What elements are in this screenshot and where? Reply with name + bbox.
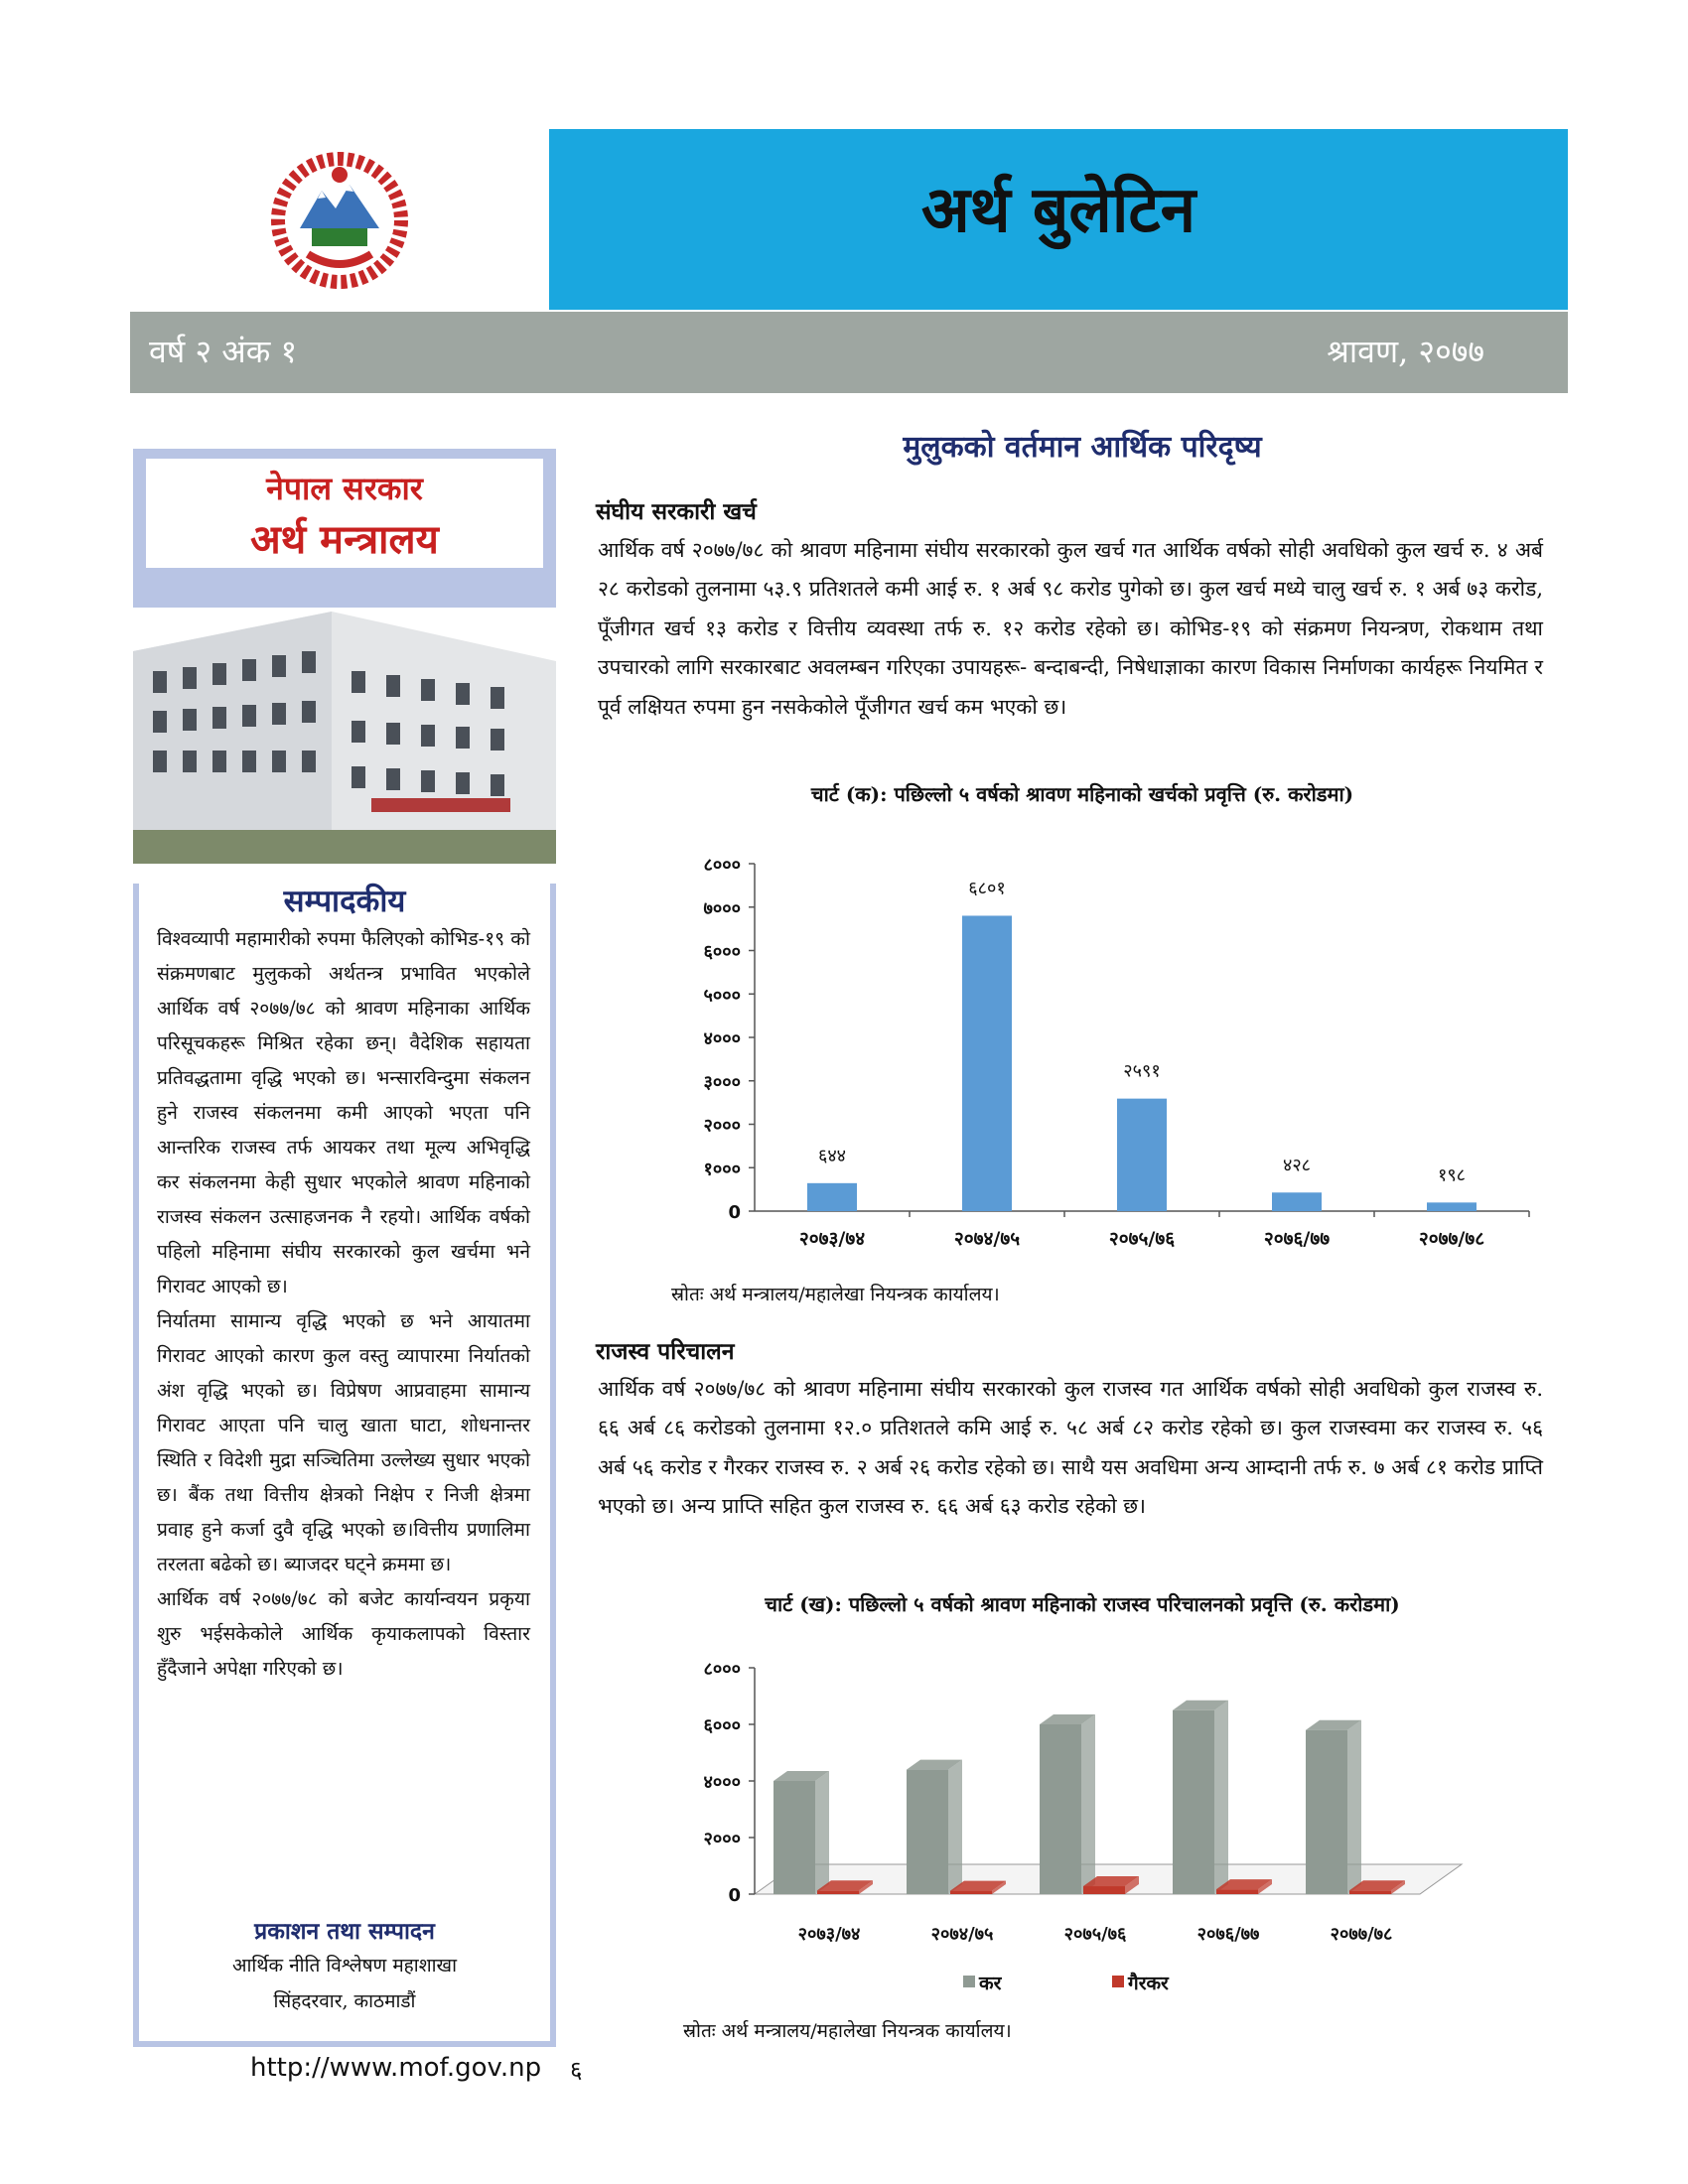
publication-division: आर्थिक नीति विश्लेषण महाशाखा xyxy=(232,1955,457,1977)
chart2-source: स्रोतः अर्थ मन्त्रालय/महालेखा नियन्त्रक कार्यालय। xyxy=(683,2020,1012,2042)
y-tick-label: ५००० xyxy=(703,985,741,1007)
y-tick-label: ७००० xyxy=(703,897,741,919)
bar-value-label: ६४४ xyxy=(817,1145,847,1166)
editorial-paragraph: विश्वव्यापी महामारीको रुपमा फैलिएको कोभिड-१९ को संक्रमणबाट मुलुकको अर्थतन्त्र प्रभावित भएकोले आर्थिक वर्ष २०७७/७८ को श्रावण महिनाका आर्थिक परिसूचकहरू मिश्रित रहेका छन्। वैदेशिक सहायता प्रतिवद्धतामा वृद्धि भएको छ। भन्सारविन्दुमा संकलन हुने राजस्व संकलनमा कमी आएको भएता पनि आन्तरिक राजस्व तर्फ आयकर तथा मूल्य अभिवृद्धि कर संकलनमा केही सुधार भएकोले श्रावण महिनाको राजस्व संकलन उत्साहजनक नै रहयो। आर्थिक वर्षको पहिलो महिनामा संघीय सरकारको कुल खर्चमा भने गिरावट आएको छ। xyxy=(157,927,530,1297)
x-tick-label: २०७५/७६ xyxy=(1108,1228,1176,1250)
publication-address: सिंहदरवार, काठमाडौं xyxy=(273,1990,416,2012)
legend-swatch xyxy=(963,1976,975,1987)
bar-tax xyxy=(1173,1710,1214,1894)
editorial-paragraph: निर्यातमा सामान्य वृद्धि भएको छ भने आयातमा गिरावट आएको कारण कुल वस्तु व्यापारमा निर्यातको अंश वृद्धि भएको छ। विप्रेषण आप्रवाहमा सामान्य गिरावट आएता पनि चालु खाता घाटा, शोधनान्तर स्थिति र विदेशी मुद्रा सञ्चितिमा उल्लेख्य सुधार भएको छ। बैंक तथा वित्तीय क्षेत्रको निक्षेप र निजी क्षेत्रमा प्रवाह हुने कर्जा दुवै वृद्धि भएको छ।वित्तीय प्रणालिमा तरलता बढेको छ। ब्याजदर घट्ने क्रममा छ। xyxy=(157,1309,530,1575)
subhead-expenditure: संघीय सरकारी खर्च xyxy=(596,498,757,525)
revenue-chart xyxy=(655,1648,1529,2005)
bar-tax-side xyxy=(1214,1701,1228,1894)
government-name: नेपाल सरकार xyxy=(266,470,423,507)
y-tick-label: ३००० xyxy=(703,1071,741,1093)
expenditure-paragraph: आर्थिक वर्ष २०७७/७८ को श्रावण महिनामा संघीय सरकारको कुल खर्च गत आर्थिक वर्षको सोही अवधिको कुल खर्च रु. ४ अर्ब २८ करोडको तुलनामा ५३.९ प्रतिशतले कमी आई रु. १ अर्ब ९८ करोड पुगेको छ। कुल खर्च मध्ये चालु खर्च रु. १ अर्ब ७३ करोड, पूँजीगत खर्च १३ करोड र वित्तीय व्यवस्था तर्फ रु. १२ करोड रहेको छ। कोभिड-१९ को संक्रमण नियन्त्रण, रोकथाम तथा उपचारको लागि सरकारबाट अवलम्बन गरिएका उपायहरू- बन्दाबन्दी, निषेधाज्ञाका कारण विकास निर्माणका कार्यहरू नियमित र पूर्व लक्षियत रुपमा हुन नसकेकोले पूँजीगत खर्च कम भएको छ। xyxy=(598,538,1543,719)
x-tick-label: २०७७/७८ xyxy=(1330,1924,1393,1945)
publication-title: प्रकाशन तथा सम्पादन xyxy=(254,1918,435,1945)
y-tick-label: ६००० xyxy=(703,941,741,963)
legend-label: कर xyxy=(979,1973,1002,1994)
y-tick-label: ६००० xyxy=(703,1715,741,1736)
x-tick-label: २०७४/७५ xyxy=(930,1924,994,1945)
x-tick-label: २०७५/७६ xyxy=(1063,1924,1127,1945)
y-tick-label: २००० xyxy=(703,1115,741,1137)
legend-label: गैरकर xyxy=(1128,1973,1169,1994)
chart1-title: चार्ट (क): पछिल्लो ५ वर्षको श्रावण महिनाको खर्चको प्रवृत्ति (रु. करोडमा) xyxy=(810,782,1354,806)
bar-tax-side xyxy=(948,1760,962,1894)
bar-tax xyxy=(1040,1724,1081,1894)
bar-tax-side xyxy=(1081,1714,1095,1894)
bulletin-title: अर्थ बुलेटिन xyxy=(920,173,1196,247)
x-tick-label: २०७३/७४ xyxy=(798,1228,866,1250)
y-tick-label: ८००० xyxy=(703,855,741,876)
bar-nontax xyxy=(817,1890,859,1894)
ministry-building-photo xyxy=(133,612,556,864)
x-tick-label: २०७६/७७ xyxy=(1196,1924,1260,1945)
bar-tax-side xyxy=(1347,1720,1361,1894)
nepal-emblem xyxy=(260,151,419,290)
bar-tax xyxy=(774,1781,815,1894)
x-tick-label: २०७६/७७ xyxy=(1263,1228,1331,1250)
issue-number: वर्ष २ अंक १ xyxy=(149,333,298,370)
y-tick-label: 0 xyxy=(728,1885,741,1906)
y-tick-label: 0 xyxy=(728,1202,741,1223)
revenue-paragraph: आर्थिक वर्ष २०७७/७८ को श्रावण महिनामा संघीय सरकारको कुल राजस्व गत आर्थिक वर्षको सोही अवधिको कुल राजस्व रु. ६६ अर्ब ८६ करोडको तुलनामा १२.० प्रतिशतले कमि आई रु. ५८ अर्ब ८२ करोड रहेको छ। कुल राजस्वमा कर राजस्व रु. ५६ अर्ब ५६ करोड र गैरकर राजस्व रु. २ अर्ब २६ करोड रहेको छ। साथै यस अवधिमा अन्य आम्दानी तर्फ रु. ७ अर्ब ८१ करोड प्राप्ति भएको छ। अन्य प्राप्ति सहित कुल राजस्व रु. ६६ अर्ब ६३ करोड रहेको छ। xyxy=(598,1377,1543,1519)
y-tick-label: ४००० xyxy=(703,1772,741,1793)
chart2-title: चार्ट (ख): पछिल्लो ५ वर्षको श्रावण महिनाको राजस्व परिचालनको प्रवृत्ति (रु. करोडमा) xyxy=(765,1592,1400,1616)
x-tick-label: २०७३/७४ xyxy=(797,1924,861,1945)
bar xyxy=(1427,1202,1477,1211)
bar-value-label: २५९१ xyxy=(1123,1060,1161,1082)
bar xyxy=(807,1183,857,1211)
bar xyxy=(962,915,1012,1211)
bar-nontax xyxy=(950,1891,992,1894)
y-tick-label: २००० xyxy=(703,1829,741,1849)
bar-tax-side xyxy=(815,1771,829,1894)
editorial-body xyxy=(157,921,530,1686)
page-number: ६ xyxy=(570,2056,583,2084)
expenditure-chart xyxy=(655,834,1539,1261)
y-tick-label: १००० xyxy=(703,1159,741,1180)
issue-date: श्रावण, २०७७ xyxy=(1327,333,1484,370)
x-tick-label: २०७७/७८ xyxy=(1418,1228,1485,1250)
bar xyxy=(1117,1099,1167,1211)
subhead-revenue: राजस्व परिचालन xyxy=(596,1338,735,1365)
ministry-name: अर्थ मन्त्रालय xyxy=(250,516,439,563)
website-link[interactable]: http://www.mof.gov.np xyxy=(250,2053,542,2083)
bar-nontax xyxy=(1216,1889,1258,1894)
bar xyxy=(1272,1192,1322,1211)
section-title: मुलुकको वर्तमान आर्थिक परिदृष्य xyxy=(903,430,1262,465)
bar-value-label: १९८ xyxy=(1437,1164,1467,1186)
bar-nontax xyxy=(1349,1890,1391,1894)
bar-tax xyxy=(1306,1730,1347,1894)
x-tick-label: २०७४/७५ xyxy=(953,1228,1021,1250)
legend-swatch xyxy=(1112,1976,1124,1987)
bar-tax xyxy=(907,1770,948,1894)
bar-nontax xyxy=(1083,1886,1125,1894)
y-tick-label: ८००० xyxy=(703,1659,741,1680)
editorial-title: सम्पादकीय xyxy=(283,884,406,919)
chart1-source: स्रोतः अर्थ मन्त्रालय/महालेखा नियन्त्रक कार्यालय। xyxy=(671,1284,1000,1305)
y-tick-label: ४००० xyxy=(703,1028,741,1049)
editorial-paragraph: आर्थिक वर्ष २०७७/७८ को बजेट कार्यान्वयन प्रकृया शुरु भईसकेकोले आर्थिक कृयाकलापको विस्तार हुँदैजाने अपेक्षा गरिएको छ। xyxy=(157,1587,530,1680)
bar-value-label: ४२८ xyxy=(1282,1155,1312,1176)
bar-value-label: ६८०१ xyxy=(968,878,1006,899)
